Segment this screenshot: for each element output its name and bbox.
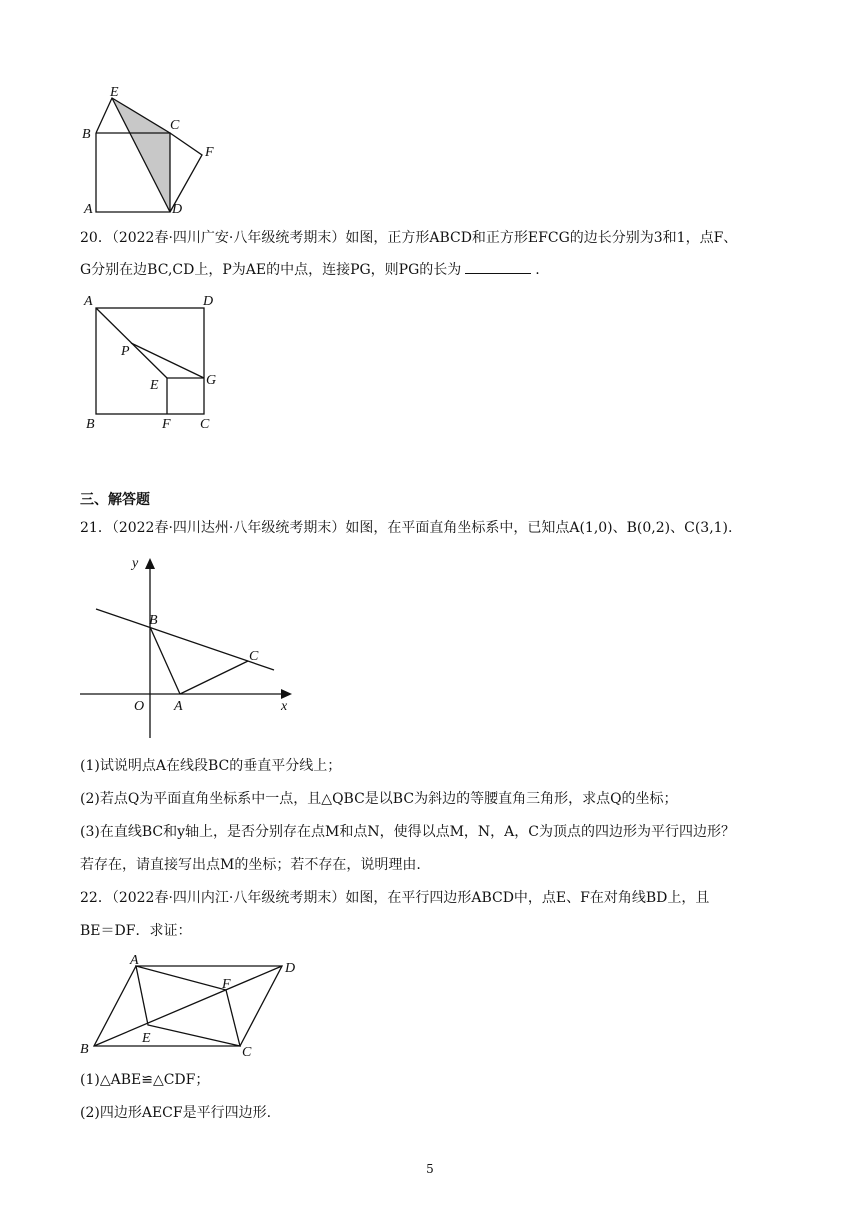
label-f: F bbox=[222, 977, 231, 992]
q22-sub1: (1)△ABE≌△CDF； bbox=[80, 1072, 210, 1088]
label-a: A bbox=[84, 202, 93, 216]
q21-sub3: (3)在直线BC和y轴上，是否分别存在点M和点N，使得以点M，N，A，C为顶点的四边形为平行四边形？ bbox=[80, 824, 735, 840]
figure-q20 bbox=[78, 288, 228, 438]
label-d: D bbox=[285, 961, 296, 976]
label-x: x bbox=[281, 699, 288, 714]
section-heading: 三、解答题 bbox=[80, 492, 150, 508]
q22-text: 22．（2022春·四川内江·八年级统考期末）如图，在平行四边形ABCD中，点E、F在对角线BD上，且 bbox=[80, 890, 710, 906]
label-b: B bbox=[80, 1042, 89, 1057]
label-f: F bbox=[162, 417, 171, 432]
label-d: D bbox=[172, 202, 183, 216]
label-c: C bbox=[170, 118, 180, 133]
q20-text-line2 bbox=[80, 260, 800, 280]
label-g: G bbox=[206, 373, 217, 388]
q20-text: 20．（2022春·四川广安·八年级统考期末）如图，正方形ABCD和正方形EFCG的边长分别为3和1，点F、 bbox=[80, 230, 738, 246]
label-o: O bbox=[134, 699, 145, 714]
segment-pg bbox=[131, 343, 204, 378]
label-a: A bbox=[174, 699, 183, 714]
label-a: A bbox=[84, 294, 93, 309]
x-axis-arrow bbox=[281, 689, 292, 699]
label-c: C bbox=[242, 1045, 252, 1060]
label-c: C bbox=[200, 417, 210, 432]
q21-sub2: (2)若点Q为平面直角坐标系中一点，且△QBC是以BC为斜边的等腰直角三角形，求点Q的坐标； bbox=[80, 791, 678, 807]
label-e: E bbox=[142, 1031, 151, 1046]
figure-q21 bbox=[78, 552, 298, 738]
segment-cfd bbox=[170, 133, 202, 212]
label-b: B bbox=[82, 127, 91, 142]
y-axis-arrow bbox=[145, 558, 155, 569]
label-b: B bbox=[86, 417, 95, 432]
label-d: D bbox=[203, 294, 214, 309]
q22-text2: BE＝DF．求证： bbox=[80, 923, 192, 939]
label-b: B bbox=[149, 613, 158, 628]
square-efcg bbox=[167, 378, 204, 414]
label-a: A bbox=[130, 953, 139, 968]
label-f: F bbox=[205, 145, 214, 160]
segment-ac bbox=[180, 661, 248, 694]
q20-end: . bbox=[535, 262, 540, 278]
q20-text2: G分别在边BC,CD上，P为AE的中点，连接PG，则PG的长为 bbox=[80, 262, 462, 278]
label-c: C bbox=[249, 649, 259, 664]
page-number: 5 bbox=[426, 1162, 434, 1176]
q22-sub2: (2)四边形AECF是平行四边形. bbox=[80, 1105, 272, 1121]
figure-q22 bbox=[78, 950, 310, 1064]
q21-sub3b: 若存在，请直接写出点M的坐标；若不存在，说明理由. bbox=[80, 857, 421, 873]
figure-q19 bbox=[78, 80, 228, 216]
answer-blank[interactable] bbox=[465, 260, 531, 274]
label-p: P bbox=[121, 344, 130, 359]
label-y: y bbox=[132, 556, 139, 571]
q21-text: 21．（2022春·四川达州·八年级统考期末）如图，在平面直角坐标系中，已知点A(1,0)、B(0,2)、C(3,1). bbox=[80, 520, 733, 536]
label-e: E bbox=[110, 85, 119, 100]
label-e: E bbox=[150, 378, 159, 393]
q21-sub1: (1)试说明点A在线段BC的垂直平分线上； bbox=[80, 758, 342, 774]
segment-ba bbox=[150, 627, 180, 694]
